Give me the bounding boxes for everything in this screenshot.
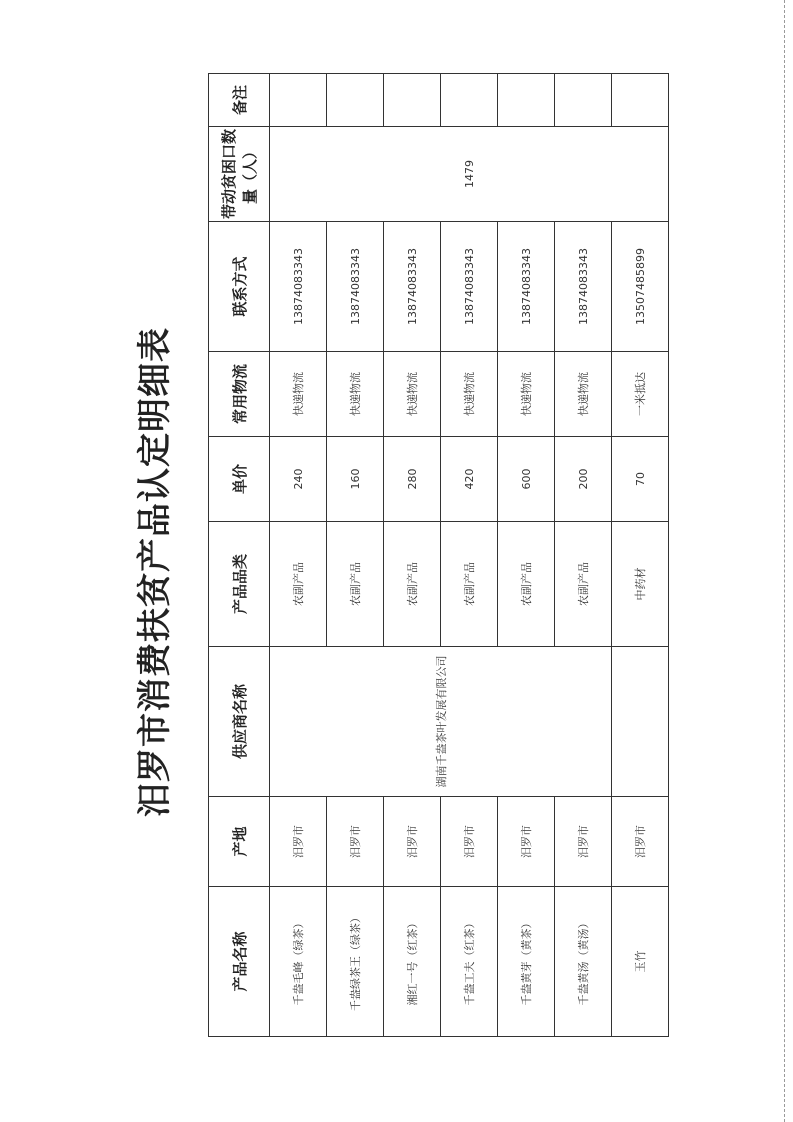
page-edge-line bbox=[784, 0, 785, 1122]
cell-price: 600 bbox=[498, 437, 555, 522]
cell-category: 农副产品 bbox=[384, 522, 441, 647]
cell-origin: 汨罗市 bbox=[327, 797, 384, 887]
cell-remark bbox=[555, 74, 612, 127]
cell-price: 420 bbox=[441, 437, 498, 522]
cell-category: 农副产品 bbox=[498, 522, 555, 647]
cell-supplier-empty bbox=[612, 647, 669, 797]
cell-remark bbox=[441, 74, 498, 127]
cell-remark bbox=[612, 74, 669, 127]
cell-origin: 汨罗市 bbox=[555, 797, 612, 887]
header-row bbox=[209, 74, 270, 1037]
cell-contact: 13874083343 bbox=[384, 222, 441, 352]
cell-contact: 13507485899 bbox=[612, 222, 669, 352]
cell-logistics: 快递物流 bbox=[327, 352, 384, 437]
cell-poverty-merged: 1479 bbox=[270, 127, 669, 222]
cell-contact: 13874083343 bbox=[441, 222, 498, 352]
header-supplier: 供应商名称 bbox=[209, 647, 270, 797]
cell-origin: 汨罗市 bbox=[441, 797, 498, 887]
header-contact: 联系方式 bbox=[209, 222, 270, 352]
cell-contact: 13874083343 bbox=[327, 222, 384, 352]
header-price: 单价 bbox=[209, 437, 270, 522]
cell-origin: 汨罗市 bbox=[384, 797, 441, 887]
cell-origin: 汨罗市 bbox=[612, 797, 669, 887]
cell-name: 千盎工夫（红茶） bbox=[441, 887, 498, 1037]
cell-logistics: 一米抵达 bbox=[612, 352, 669, 437]
header-poverty: 带动贫困口数量（人） bbox=[209, 127, 270, 222]
cell-logistics: 快递物流 bbox=[555, 352, 612, 437]
cell-remark bbox=[384, 74, 441, 127]
table-row bbox=[270, 74, 327, 1037]
cell-contact: 13874083343 bbox=[498, 222, 555, 352]
cell-price: 280 bbox=[384, 437, 441, 522]
cell-contact: 13874083343 bbox=[555, 222, 612, 352]
page-title: 汨罗市消费扶贫产品认定明细表 bbox=[135, 327, 175, 817]
cell-category: 农副产品 bbox=[441, 522, 498, 647]
cell-name: 玉竹 bbox=[612, 887, 669, 1037]
cell-price: 240 bbox=[270, 437, 327, 522]
cell-supplier-merged: 湖南千盎茶叶发展有限公司 bbox=[270, 647, 612, 797]
cell-name: 湘红一号（红茶） bbox=[384, 887, 441, 1037]
cell-logistics: 快递物流 bbox=[384, 352, 441, 437]
cell-name: 千盎黄汤（黄汤） bbox=[555, 887, 612, 1037]
header-logistics: 常用物流 bbox=[209, 352, 270, 437]
header-remark: 备注 bbox=[209, 74, 270, 127]
detail-table bbox=[208, 73, 669, 1037]
header-category: 产品品类 bbox=[209, 522, 270, 647]
cell-category: 农副产品 bbox=[327, 522, 384, 647]
cell-category: 中药材 bbox=[612, 522, 669, 647]
cell-logistics: 快递物流 bbox=[498, 352, 555, 437]
table-rotated-wrapper bbox=[208, 74, 661, 1037]
cell-price: 160 bbox=[327, 437, 384, 522]
cell-origin: 汨罗市 bbox=[270, 797, 327, 887]
header-origin: 产地 bbox=[209, 797, 270, 887]
cell-logistics: 快递物流 bbox=[270, 352, 327, 437]
cell-category: 农副产品 bbox=[555, 522, 612, 647]
header-name: 产品名称 bbox=[209, 887, 270, 1037]
cell-name: 千盎毛峰（绿茶） bbox=[270, 887, 327, 1037]
cell-name: 千盎黄芽（黄茶） bbox=[498, 887, 555, 1037]
cell-price: 70 bbox=[612, 437, 669, 522]
cell-remark bbox=[327, 74, 384, 127]
cell-remark bbox=[498, 74, 555, 127]
cell-category: 农副产品 bbox=[270, 522, 327, 647]
cell-remark bbox=[270, 74, 327, 127]
cell-contact: 13874083343 bbox=[270, 222, 327, 352]
cell-name: 千盎绿茶王（绿茶） bbox=[327, 887, 384, 1037]
cell-origin: 汨罗市 bbox=[498, 797, 555, 887]
cell-price: 200 bbox=[555, 437, 612, 522]
cell-logistics: 快递物流 bbox=[441, 352, 498, 437]
